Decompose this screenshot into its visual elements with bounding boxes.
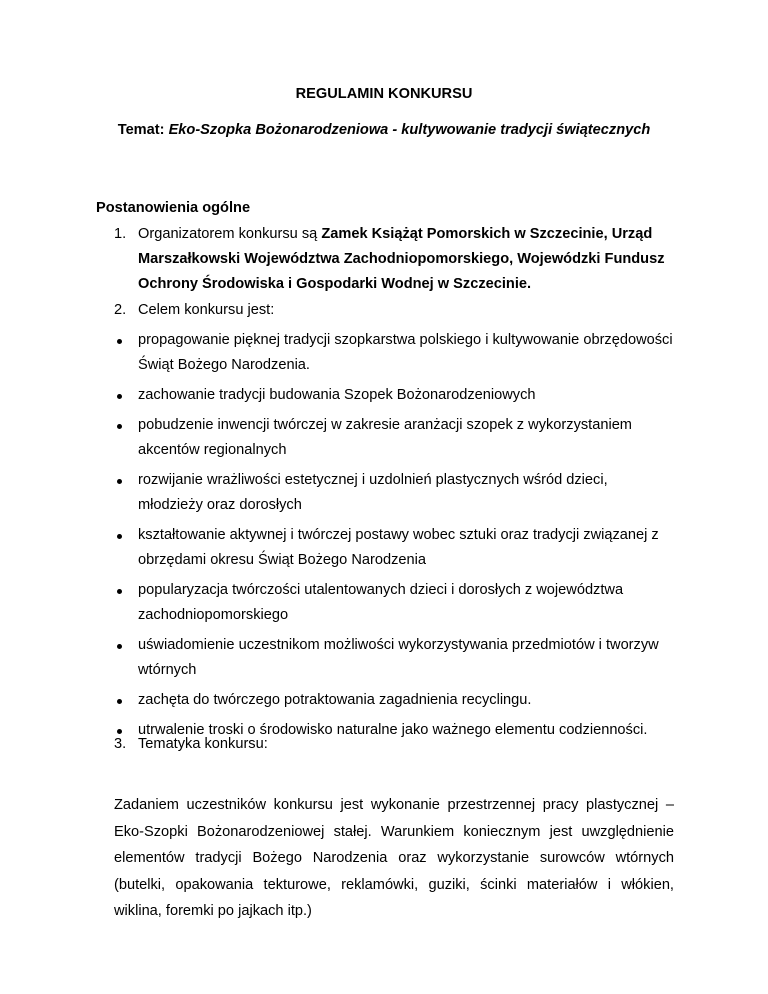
goal-item <box>114 633 674 683</box>
goal-item <box>114 328 674 378</box>
bullet-icon <box>117 699 122 704</box>
numbered-item-2 <box>114 298 674 323</box>
goals-list <box>114 328 674 748</box>
item-text <box>114 222 674 297</box>
bullet-icon <box>117 589 122 594</box>
goal-text: zachowanie tradycji budowania Szopek Bożonarodzeniowych <box>138 387 536 403</box>
goal-text: utrwalenie troski o środowisko naturalne jako ważnego elementu codzienności. <box>138 722 648 738</box>
bullet-icon <box>117 394 122 399</box>
organizers-prefix: Organizatorem konkursu są <box>138 226 322 242</box>
document-title: REGULAMIN KONKURSU <box>295 86 473 102</box>
organizers-list: Zamek Książąt Pomorskich w Szczecinie, Urząd Marszałkowski Województwa Zachodniopomorskiego, Wojewódzki Fundusz Ochrony Środowiska i Gospodarki Wodnej w Szczecinie. <box>138 226 665 292</box>
goal-item <box>114 688 674 713</box>
goal-text: zachęta do twórczego potraktowania zagadnienia recyclingu. <box>138 692 532 708</box>
section-heading: Postanowienia ogólne <box>96 200 251 216</box>
goal-text: pobudzenie inwencji twórczej w zakresie aranżacji szopek z wykorzystaniem akcentów regionalnych <box>138 417 632 458</box>
item-number: 3. <box>114 736 127 752</box>
goal-item <box>114 383 674 408</box>
goal-text: kształtowanie aktywnej i twórczej postawy wobec sztuki oraz tradycji związanej z obrzędami okresu Świąt Bożego Narodzenia <box>138 527 659 568</box>
goal-item <box>114 523 674 573</box>
item-text: Tematyka konkursu: <box>138 736 268 752</box>
goal-text: rozwijanie wrażliwości estetycznej i uzdolnień plastycznych wśród dzieci, młodzieży oraz dorosłych <box>138 472 608 513</box>
subject-label: Temat: <box>117 122 169 138</box>
numbered-item-1 <box>114 222 674 297</box>
goal-item <box>114 413 674 463</box>
bullet-icon <box>117 534 122 539</box>
bullet-icon <box>117 479 122 484</box>
bullet-icon <box>117 424 122 429</box>
document-subject <box>0 122 768 138</box>
goal-text: uświadomienie uczestnikom możliwości wykorzystywania przedmiotów i tworzyw wtórnych <box>138 637 659 678</box>
bullet-icon <box>117 339 122 344</box>
bullet-icon <box>117 644 122 649</box>
goal-text: popularyzacja twórczości utalentowanych dzieci i dorosłych z województwa zachodniopomorskiego <box>138 582 624 623</box>
goal-text: propagowanie pięknej tradycji szopkarstwa polskiego i kultywowanie obrzędowości Świąt Bożego Narodzenia. <box>138 332 673 373</box>
goal-item <box>114 468 674 518</box>
goal-item <box>114 578 674 628</box>
subject-text: Eko-Szopka Bożonarodzeniowa - kultywowanie tradycji świątecznych <box>168 122 651 138</box>
numbered-item-3 <box>114 732 674 757</box>
item-text: Celem konkursu jest: <box>138 302 275 318</box>
item-number: 2. <box>114 302 127 318</box>
item-number: 1. <box>114 226 127 242</box>
task-paragraph: Zadaniem uczestników konkursu jest wykonanie przestrzennej pracy plastycznej – Eko-Szopki Bożonarodzeniowej stałej. Warunkiem koniecznym jest uwzględnienie elementów tradycji Bożego Narodzenia oraz wykorzystanie surowców wtórnych (butelki, opakowania tekturowe, reklamówki, guziki, ścinki materiałów i włókien, wiklina, foremki po jajkach itp.) <box>114 797 674 919</box>
